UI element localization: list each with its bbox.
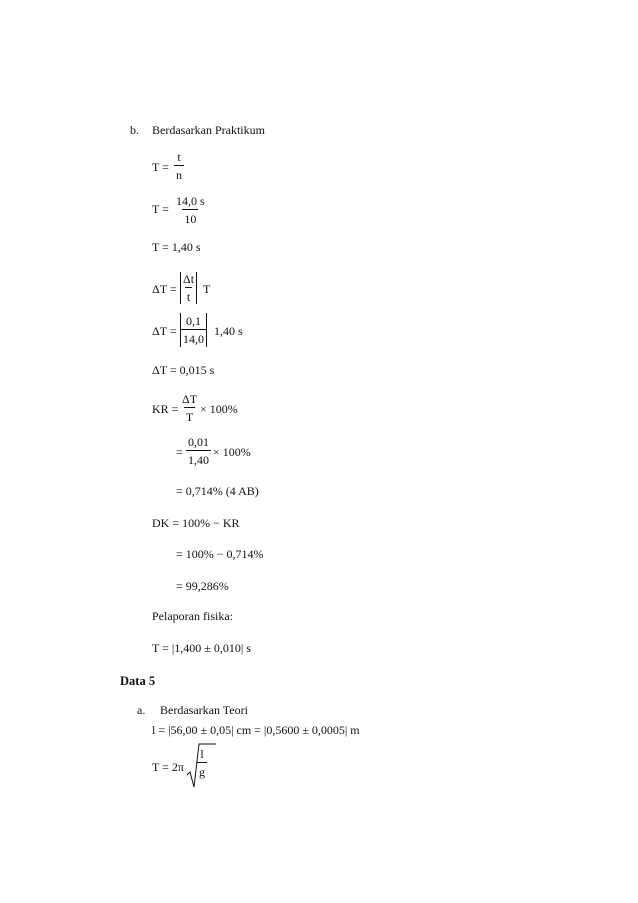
eq4-numerator: Δt <box>183 272 195 286</box>
eq1-lhs: T = <box>152 160 169 174</box>
eq7-lhs: KR = <box>152 402 179 416</box>
eq1-numerator: t <box>177 150 181 164</box>
eq8-lhs: = <box>176 445 183 459</box>
eq5-rhs: 1,40 s <box>214 324 243 338</box>
eq2-numerator: 14,0 s <box>176 194 205 208</box>
report-label: Pelaporan fisika: <box>152 609 233 623</box>
eq4-denominator: t <box>185 287 192 303</box>
eq8-numerator: 0,01 <box>188 435 209 449</box>
eq5-lhs: ΔT = <box>152 324 177 338</box>
eq3: T = 1,40 s <box>152 240 201 254</box>
eq9: = 0,714% (4 AB) <box>176 484 259 498</box>
eq2-lhs: T = <box>152 202 169 216</box>
eq8-fraction <box>186 436 211 466</box>
eq5-denominator: 14,0 <box>181 329 206 345</box>
eq7-numerator: ΔT <box>182 392 198 406</box>
data5-title: Berdasarkan Teori <box>160 703 248 717</box>
eq4-fraction <box>181 273 196 303</box>
eq12: = 99,286% <box>176 579 229 593</box>
section-b-title: Berdasarkan Praktikum <box>152 123 265 137</box>
period-lhs: T = 2π <box>152 760 184 774</box>
eq2-fraction <box>174 195 207 225</box>
eq7-rhs: × 100% <box>200 402 238 416</box>
period-numerator: l <box>200 747 204 761</box>
eq4-abs <box>180 272 197 304</box>
eq10: DK = 100% − KR <box>152 516 240 530</box>
period-denominator: g <box>197 762 207 778</box>
eq7-denominator: T <box>184 407 195 423</box>
list-marker-a: a. <box>137 703 146 717</box>
length-equation: l = |56,00 ± 0,05| cm = |0,5600 ± 0,0005| m <box>152 723 360 737</box>
eq4-rhs: T <box>203 282 211 296</box>
report-result: T = |1,400 ± 0,010| s <box>152 641 251 655</box>
eq1-denominator: n <box>174 165 184 181</box>
eq6: ΔT = 0,015 s <box>152 363 215 377</box>
sqrt-symbol <box>187 743 217 789</box>
eq1-fraction <box>174 151 184 181</box>
list-marker-b: b. <box>130 123 139 137</box>
eq11: = 100% − 0,714% <box>176 547 264 561</box>
data5-heading: Data 5 <box>120 674 156 688</box>
eq5-numerator: 0,1 <box>186 314 201 328</box>
eq2-denominator: 10 <box>182 209 198 225</box>
eq4-lhs: ΔT = <box>152 282 177 296</box>
eq7-fraction <box>180 393 199 423</box>
eq5-abs <box>180 313 207 347</box>
eq8-rhs: × 100% <box>213 445 251 459</box>
eq8-denominator: 1,40 <box>186 450 211 466</box>
period-fraction <box>197 748 207 778</box>
eq5-fraction <box>181 315 206 345</box>
